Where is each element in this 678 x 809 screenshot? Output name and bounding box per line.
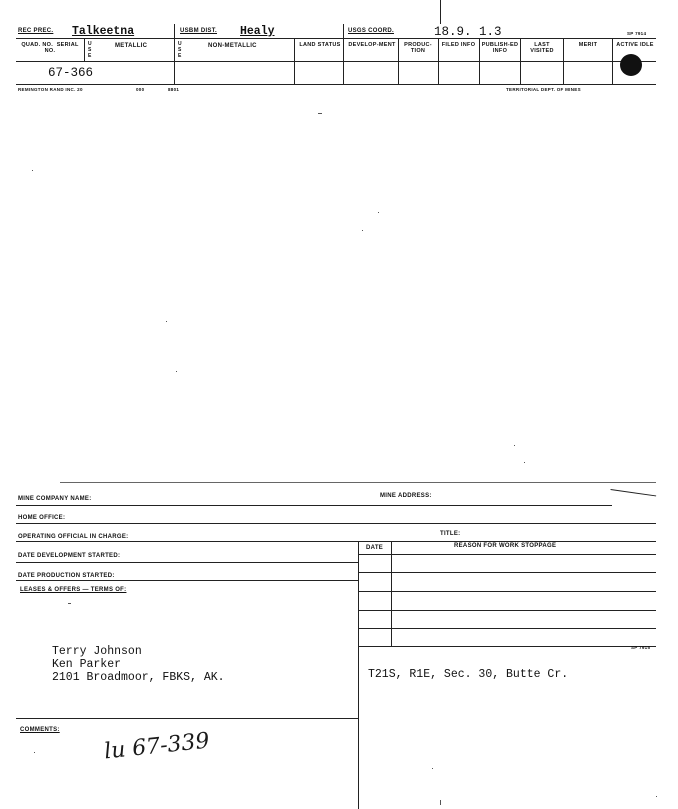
col-sep xyxy=(84,39,85,61)
printer-code: 000 xyxy=(136,87,145,92)
row-rule xyxy=(16,718,358,719)
col-filed-info: FILED INFO xyxy=(441,42,476,48)
speck xyxy=(166,321,167,322)
comments-label: COMMENTS: xyxy=(20,727,60,733)
speck xyxy=(514,445,515,446)
date-col-divider xyxy=(391,541,392,647)
col-sep xyxy=(438,39,439,84)
mine-address-label: MINE ADDRESS: xyxy=(380,493,432,499)
col-sep xyxy=(294,39,295,84)
speck xyxy=(68,603,71,604)
date-col-header: DATE xyxy=(366,545,384,551)
speck xyxy=(34,752,35,753)
col-sep xyxy=(479,39,480,84)
owner-line: Ken Parker xyxy=(52,658,122,671)
col-merit: MERIT xyxy=(578,42,598,48)
speck xyxy=(524,462,525,463)
table-rule xyxy=(358,572,656,573)
location-text: T21S, R1E, Sec. 30, Butte Cr. xyxy=(368,668,569,681)
table-rule xyxy=(358,646,656,647)
rec-prec-label: REC PREC. xyxy=(18,28,54,34)
dept-line: TERRITORIAL DEPT. OF MINES xyxy=(506,87,581,92)
card-top-edge xyxy=(60,482,656,483)
table-rule xyxy=(358,554,656,555)
leases-offers-label: LEASES & OFFERS — TERMS OF: xyxy=(20,587,127,593)
usbm-dist-label: USBM DIST. xyxy=(180,28,218,34)
header-mid-rule xyxy=(16,61,656,62)
col-production: PRODUC-TION xyxy=(404,42,432,54)
home-office-label: HOME OFFICE: xyxy=(18,515,66,521)
usgs-coord-value: 18.9. 1.3 xyxy=(434,25,502,39)
form-number: SP 7914 xyxy=(627,31,647,36)
center-divider xyxy=(358,541,359,809)
col-published-info: PUBLISH-ED INFO xyxy=(481,42,519,54)
top-tick-line xyxy=(440,0,441,24)
col-active-idle: ACTIVE IDLE xyxy=(616,42,654,48)
col-serial-no: SERIAL NO. xyxy=(44,42,79,54)
row-rule xyxy=(16,523,656,524)
speck xyxy=(318,113,322,114)
card-corner-fold xyxy=(609,489,656,504)
header-bottom-rule xyxy=(16,84,656,85)
usgs-coord-label: USGS COORD. xyxy=(348,28,394,34)
mine-company-name-label: MINE COMPANY NAME: xyxy=(18,496,92,502)
col-development: DEVELOP-MENT xyxy=(348,42,396,48)
row-rule xyxy=(16,541,656,542)
col-land-status: LAND STATUS xyxy=(299,42,341,48)
table-rule xyxy=(358,591,656,592)
date-dev-started-label: DATE DEVELOPMENT STARTED: xyxy=(18,553,121,559)
col-sep xyxy=(563,39,564,84)
owner-line: 2101 Broadmoor, FBKS, AK. xyxy=(52,671,225,684)
speck xyxy=(440,800,441,805)
speck xyxy=(656,796,657,797)
col-sep xyxy=(520,39,521,84)
col-use-metallic: U S E xyxy=(88,41,92,59)
date-prod-started-label: DATE PRODUCTION STARTED: xyxy=(18,573,115,579)
col-last-visited: LAST VISITED xyxy=(530,42,554,54)
title-label: TITLE: xyxy=(440,531,461,537)
reason-col-header: REASON FOR WORK STOPPAGE xyxy=(454,543,557,549)
usbm-dist-value: Healy xyxy=(240,25,275,38)
col-sep xyxy=(343,24,344,84)
operating-official-label: OPERATING OFFICIAL IN CHARGE: xyxy=(18,534,129,540)
speck xyxy=(378,212,379,213)
col-non-metallic: NON-METALLIC xyxy=(208,43,257,49)
speck xyxy=(362,230,363,231)
speck xyxy=(176,371,177,372)
form-number-2: SP 7915 xyxy=(631,645,651,650)
table-rule xyxy=(358,628,656,629)
col-metallic: METALLIC xyxy=(115,43,148,49)
row-rule xyxy=(16,580,358,581)
col-use-nonmetallic: U S E xyxy=(178,41,182,59)
row-rule xyxy=(16,562,358,563)
punch-hole xyxy=(620,54,642,76)
rec-prec-value: Talkeetna xyxy=(72,25,135,38)
owner-line: Terry Johnson xyxy=(52,645,142,658)
col-sep xyxy=(174,24,175,84)
col-sep xyxy=(612,39,613,84)
col-sep xyxy=(398,39,399,84)
speck xyxy=(432,768,433,769)
row-rule xyxy=(16,505,612,506)
col-quad-no: QUAD. NO. xyxy=(21,42,54,48)
header-top-rule xyxy=(16,38,656,39)
table-rule xyxy=(358,610,656,611)
printer-code: 8801 xyxy=(168,87,180,92)
col-quad-serial xyxy=(18,43,82,54)
speck xyxy=(32,170,33,171)
printer-line: REMINGTON RAND INC. 20 xyxy=(18,87,83,92)
handwritten-comment: lu 67-339 xyxy=(102,728,211,765)
serial-number-value: 67-366 xyxy=(48,66,94,80)
